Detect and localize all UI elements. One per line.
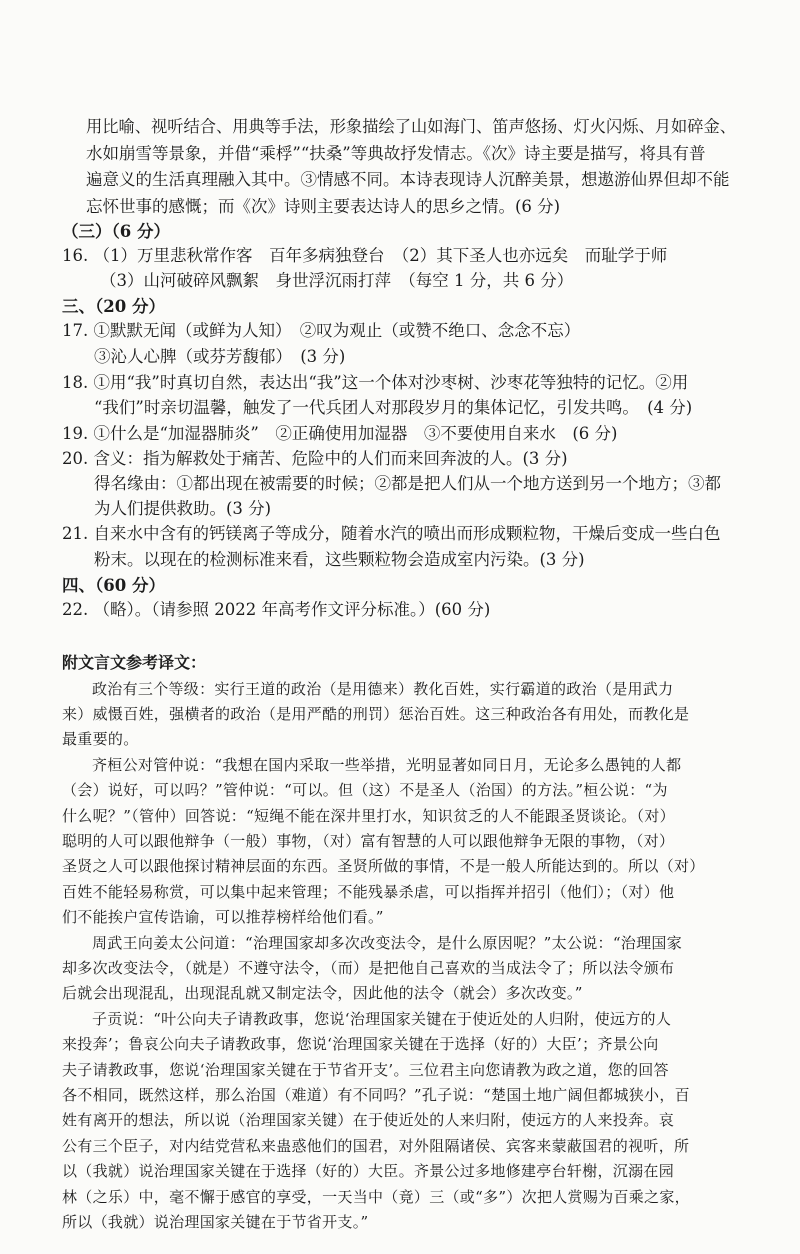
translation-line: 聪明的人可以跟他辩争（一般）事物，（对）富有智慧的人可以跟他辩争无限的事物，（对） [62, 832, 675, 850]
q15-line-3: 遍意义的生活真理融入其中。③情感不同。本诗表现诗人沉醉美景，想遨游仙界但却不能 [86, 170, 730, 189]
translation-line: 最重要的。 [62, 730, 139, 748]
translation-line: 齐桓公对管仲说：“我想在国内采取一些举措，光明显著如同日月，无论多么愚钝的人都 [92, 756, 682, 774]
translation-line: 什么呢？”（管仲）回答说：“短绳不能在深井里打水，知识贫乏的人不能跟圣贤谈论。（对） [62, 807, 675, 825]
q20-line-3: 为人们提供救助。(3 分) [94, 499, 272, 518]
q22-line: 22. （略）。（请参照 2022 年高考作文评分标准。）(60 分) [62, 600, 491, 619]
translation-line: 却多次改变法令，（就是）不遵守法令，（而）是把他自己喜欢的当成法令了；所以法令颁布 [62, 959, 675, 977]
translation-line: 所以（我就）说治理国家关键在于节省开支。” [62, 1213, 369, 1231]
q21-line-1: 21. 自来水中含有的钙镁离子等成分，随着水汽的喷出而形成颗粒物，干燥后变成一些白色 [62, 524, 721, 543]
appendix-title: 附文言文参考译文： [62, 653, 207, 672]
translation-line: 周武王向姜太公问道：“治理国家却多次改变法令，是什么原因呢？”太公说：“治理国家 [92, 934, 683, 952]
translation-line: 来投奔’；鲁哀公向夫子请教政事，您说‘治理国家关键在于选择（好的）大臣’；齐景公向 [62, 1035, 659, 1053]
translation-line: 以（我就）说治理国家关键在于选择（好的）大臣。齐景公过多地修建亭台轩榭，沉溺在园 [62, 1162, 675, 1180]
translation-line: 政治有三个等级：实行王道的政治（是用德来）教化百姓，实行霸道的政治（是用武力 [92, 680, 674, 698]
q18-line-2: “我们”时亲切温馨，触发了一代兵团人对那段岁月的集体记忆，引发共鸣。 (4 分) [94, 398, 693, 417]
q21-line-2: 粉末。以现在的检测标准来看，这些颗粒物会造成室内污染。(3 分) [94, 550, 585, 569]
q15-line-4: 忘怀世事的感慨；而《次》诗则主要表达诗人的思乡之情。(6 分) [86, 197, 561, 216]
q20-line-2: 得名缘由：①都出现在被需要的时候；②都是把人们从一个地方送到另一个地方；③都 [94, 474, 721, 493]
q17-line-1: 17. ①默默无闻（或鲜为人知） ②叹为观止（或赞不绝口、念念不忘） [62, 321, 581, 340]
q19-line: 19. ①什么是“加湿器肺炎” ②正确使用加湿器 ③不要使用自来水 (6 分) [62, 424, 618, 443]
translation-line: 各不相同，既然这样，那么治国（难道）有不同吗？”孔子说：“楚国土地广阔但都城狭小，百 [62, 1086, 690, 1104]
translation-line: 后就会出现混乱，出现混乱就又制定法令，因此他的法令（就会）多次改变。” [62, 984, 583, 1002]
translation-line: （会）说好，可以吗？”管仲说：“可以。但（这）不是圣人（治国）的方法。”桓公说：“为 [62, 781, 668, 799]
translation-line: 姓有离开的想法，所以说（治理国家关键）在于使近处的人来归附，使远方的人来投奔。哀 [62, 1111, 675, 1129]
translation-line: 林（之乐）中，毫不懈于感官的享受，一天当中（竟）三（或“多”）次把人赏赐为百乘之家， [62, 1188, 690, 1206]
q18-line-1: 18. ①用“我”时真切自然，表达出“我”这一个体对沙枣树、沙枣花等独特的记忆。②用 [62, 373, 689, 392]
translation-line: 夫子请教政事，您说‘治理国家关键在于节省开支’。三位君主向您请教为政之道，您的回答 [62, 1061, 669, 1079]
translation-line: 百姓不能轻易称赏，可以集中起来管理；不能残暴杀虐，可以指挥并招引（他们）；（对）他 [62, 883, 675, 901]
part-4-heading: 四、（60 分） [62, 576, 165, 595]
q20-line-1: 20. 含义：指为解救处于痛苦、危险中的人们而来回奔波的人。(3 分) [62, 449, 568, 468]
part-3-heading: 三、（20 分） [62, 297, 165, 316]
translation-line: 公有三个臣子，对内结党营私来蛊惑他们的国君，对外阻隔诸侯、宾客来蒙蔽国君的视听，所 [62, 1137, 690, 1155]
q16-line-2: （3）山河破碎风飘絮 身世浮沉雨打萍 （每空 1 分，共 6 分） [100, 271, 574, 290]
q17-line-2: ③沁人心脾（或芬芳馥郁） (3 分) [94, 347, 346, 366]
translation-line: 子贡说：“叶公向夫子请教政事，您说‘治理国家关键在于使近处的人归附，使远方的人 [92, 1010, 672, 1028]
translation-line: 圣贤之人可以跟他探讨精神层面的东西。圣贤所做的事情，不是一般人所能达到的。所以（对） [62, 857, 705, 875]
q16-line-1: 16. （1）万里悲秋常作客 百年多病独登台 （2）其下圣人也亦远矣 而耻学于师 [62, 246, 668, 265]
translation-line: 来）威慑百姓，强横者的政治（是用严酷的刑罚）惩治百姓。这三种政治各有用处，而教化是 [62, 705, 690, 723]
section-3-heading: （三）（6 分） [62, 222, 170, 241]
q15-line-1: 用比喻、视听结合、用典等手法，形象描绘了山如海门、笛声悠扬、灯火闪烁、月如碎金、 [86, 117, 736, 136]
translation-line: 们不能挨户宣传诰谕，可以推荐榜样给他们看。” [62, 908, 384, 926]
q15-line-2: 水如崩雪等景象，并借“乘桴”“扶桑”等典故抒发情志。《次》诗主要是描写，将具有普 [86, 144, 706, 163]
